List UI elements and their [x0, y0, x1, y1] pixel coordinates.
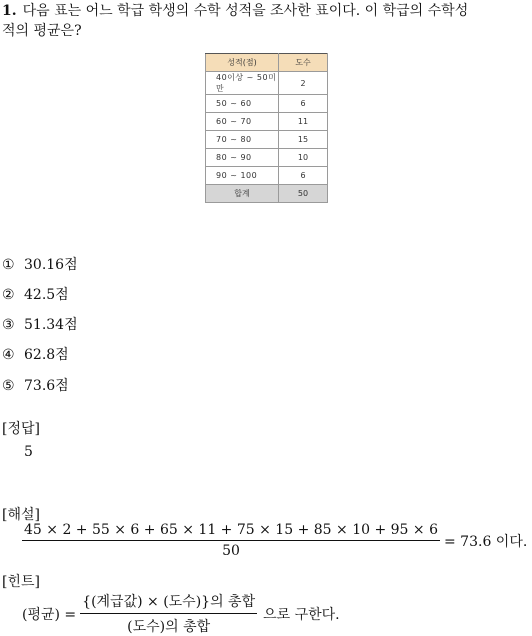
- freq-cell: 10: [279, 149, 328, 167]
- range-cell: 40이상 ~ 50미만: [206, 72, 279, 95]
- hint-rhs: 으로 구한다.: [263, 606, 340, 623]
- table-row: [206, 167, 328, 185]
- choice-text: 62.8점: [24, 347, 69, 363]
- table-row: [206, 95, 328, 113]
- choice-text: 51.34점: [24, 317, 78, 333]
- hint-label: [힌트]: [2, 574, 40, 590]
- choice-mark: ④: [2, 347, 15, 363]
- hint-formula: [22, 591, 340, 636]
- range-cell: 70 ~ 80: [206, 131, 279, 149]
- explanation-label: [해설]: [2, 507, 40, 523]
- choice-5[interactable]: [2, 377, 69, 395]
- answer-value: 5: [24, 444, 33, 460]
- question-text-1: 다음 표는 어느 학급 학생의 수학 성적을 조사한 표이다. 이 학급의 수학성: [22, 3, 469, 19]
- choice-1[interactable]: [2, 256, 78, 274]
- table-total-row: [206, 185, 328, 203]
- freq-cell: 6: [279, 167, 328, 185]
- freq-cell: 15: [279, 131, 328, 149]
- choice-mark: ⑤: [2, 378, 15, 394]
- choice-text: 42.5점: [24, 287, 69, 303]
- choice-3[interactable]: [2, 316, 78, 334]
- range-cell: 50 ~ 60: [206, 95, 279, 113]
- choice-mark: ②: [2, 287, 15, 303]
- freq-cell: 6: [279, 95, 328, 113]
- total-value: 50: [279, 185, 328, 203]
- table-header-row: [206, 54, 328, 72]
- answer-label: [정답]: [2, 421, 40, 437]
- header-score: 성적(점): [206, 54, 279, 72]
- choice-2[interactable]: [2, 286, 69, 304]
- table-row: [206, 149, 328, 167]
- explanation-formula: [22, 522, 527, 559]
- table-row: [206, 113, 328, 131]
- explanation-result: = 73.6 이다.: [444, 533, 528, 550]
- range-cell: 90 ~ 100: [206, 167, 279, 185]
- hint-lhs: (평균) =: [22, 606, 77, 623]
- table-row: [206, 131, 328, 149]
- header-frequency: 도수: [279, 54, 328, 72]
- total-label: 합계: [206, 185, 279, 203]
- freq-cell: 2: [279, 72, 328, 95]
- choice-mark: ③: [2, 317, 15, 333]
- freq-cell: 11: [279, 113, 328, 131]
- range-cell: 60 ~ 70: [206, 113, 279, 131]
- range-cell: 80 ~ 90: [206, 149, 279, 167]
- choice-text: 30.16점: [24, 257, 78, 273]
- choice-4[interactable]: [2, 346, 69, 364]
- hint-numerator: {(계급값) × (도수)}의 총합: [80, 591, 257, 614]
- question-line-1: [2, 2, 468, 20]
- explanation-fraction: [22, 522, 440, 559]
- choice-mark: ①: [2, 257, 15, 273]
- question-number: 1.: [2, 3, 17, 19]
- hint-fraction: [80, 591, 257, 636]
- question-line-2: 적의 평균은?: [2, 23, 82, 39]
- table-row: [206, 72, 328, 95]
- explanation-denominator: 50: [222, 543, 240, 559]
- explanation-numerator: 45 × 2 + 55 × 6 + 65 × 11 + 75 × 15 + 85 × 10 + 95 × 6: [22, 522, 440, 541]
- frequency-table: [205, 53, 328, 203]
- hint-denominator: (도수)의 총합: [127, 619, 211, 635]
- choice-text: 73.6점: [24, 378, 69, 394]
